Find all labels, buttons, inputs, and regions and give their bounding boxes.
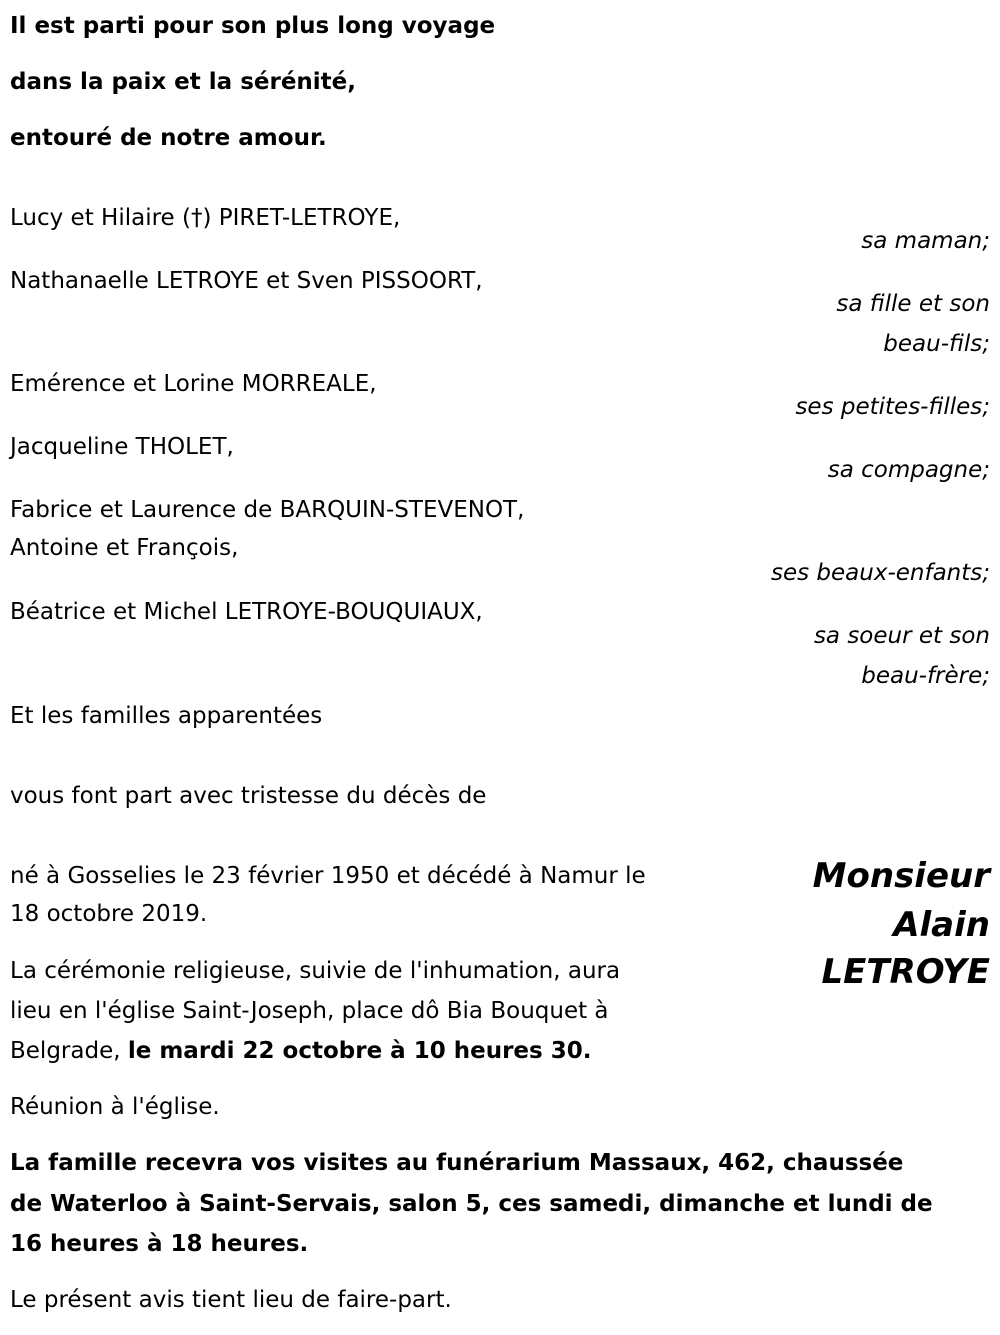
ceremony-line xyxy=(10,1036,591,1066)
family-name: Antoine et François, xyxy=(10,535,239,561)
family-name: Fabrice et Laurence de BARQUIN-STEVENOT, xyxy=(10,497,525,523)
deceased-last-name: LETROYE xyxy=(821,952,990,992)
deceased-title: Monsieur xyxy=(812,856,990,896)
family-relation: ses beaux-enfants; xyxy=(770,560,990,586)
family-name: Lucy et Hilaire (†) PIRET-LETROYE, xyxy=(10,205,401,231)
family-relation: ses petites-filles; xyxy=(795,394,990,420)
family-name: Béatrice et Michel LETROYE-BOUQUIAUX, xyxy=(10,599,483,625)
intro-line: Il est parti pour son plus long voyage xyxy=(10,13,496,39)
visits-line: de Waterloo à Saint-Servais, salon 5, ces samedi, dimanche et lundi de xyxy=(10,1191,933,1217)
families-line: Et les familles apparentées xyxy=(10,703,323,729)
closing-line: Le présent avis tient lieu de faire-part. xyxy=(10,1287,452,1313)
birth-line: 18 octobre 2019. xyxy=(10,901,208,927)
intro-line: dans la paix et la sérénité, xyxy=(10,69,357,95)
family-relation: sa maman; xyxy=(861,228,990,254)
family-name: Jacqueline THOLET, xyxy=(10,434,234,460)
ceremony-line: lieu en l'église Saint-Joseph, place dô Bia Bouquet à xyxy=(10,998,609,1024)
announce-line: vous font part avec tristesse du décès de xyxy=(10,783,487,809)
meeting-line: Réunion à l'église. xyxy=(10,1094,220,1120)
birth-line: né à Gosselies le 23 février 1950 et décédé à Namur le xyxy=(10,863,646,889)
family-name: Nathanaelle LETROYE et Sven PISSOORT, xyxy=(10,268,483,294)
ceremony-place: Belgrade, xyxy=(10,1038,128,1064)
family-relation: beau-fils; xyxy=(883,331,990,357)
family-relation: beau-frère; xyxy=(861,663,990,689)
ceremony-line: La cérémonie religieuse, suivie de l'inhumation, aura xyxy=(10,958,621,984)
ceremony-datetime: le mardi 22 octobre à 10 heures 30. xyxy=(127,1038,592,1064)
visits-line: 16 heures à 18 heures. xyxy=(10,1231,309,1257)
family-relation: sa fille et son xyxy=(836,291,990,317)
deceased-first-name: Alain xyxy=(893,905,990,945)
intro-line: entouré de notre amour. xyxy=(10,125,327,151)
family-relation: sa soeur et son xyxy=(813,623,990,649)
visits-line: La famille recevra vos visites au funérarium Massaux, 462, chaussée xyxy=(10,1150,904,1176)
family-name: Emérence et Lorine MORREALE, xyxy=(10,371,377,397)
family-relation: sa compagne; xyxy=(827,457,990,483)
